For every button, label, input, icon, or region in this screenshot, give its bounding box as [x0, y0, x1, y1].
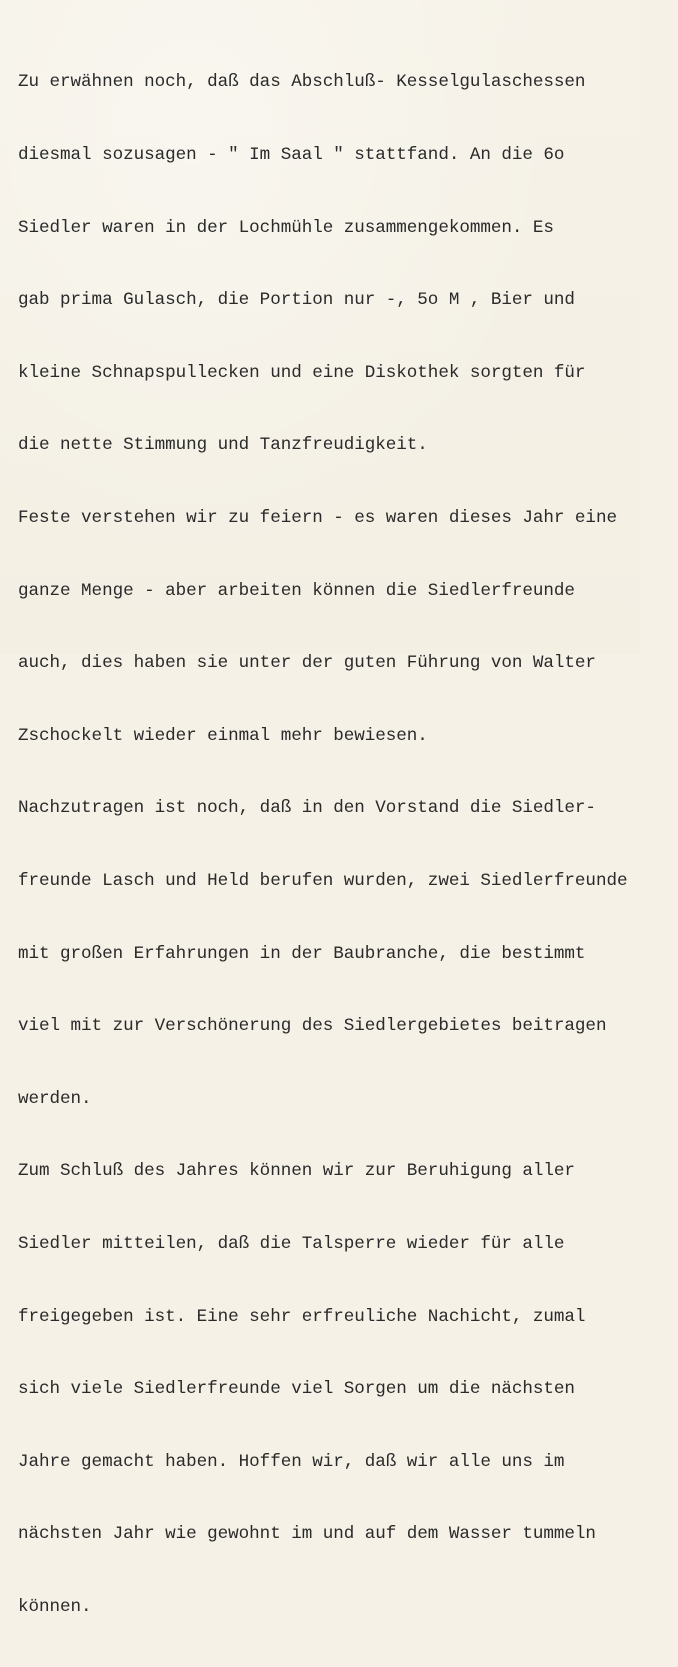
text-line-2: diesmal sozusagen - " Im Saal " stattfand. An die 6o: [18, 145, 565, 165]
text-line-7: Feste verstehen wir zu feiern - es waren dieses Jahr eine: [18, 507, 617, 528]
text-line-3: Siedler waren in der Lochmühle zusammengekommen. Es: [18, 217, 554, 238]
typewritten-text: [18, 22, 678, 1667]
text-line-15: werden.: [18, 1088, 92, 1109]
text-line-5: kleine Schnapspullecken und eine Diskothek sorgten für: [18, 362, 586, 383]
text-line-4: gab prima Gulasch, die Portion nur -, 5o M , Bier und: [18, 290, 575, 311]
text-line-19: sich viele Siedlerfreunde viel Sorgen um die nächsten: [18, 1379, 575, 1400]
text-line-9: auch, dies haben sie unter der guten Führung von Walter: [18, 653, 596, 674]
text-line-14: viel mit zur Verschönerung des Siedlergebietes beitragen: [18, 1016, 607, 1037]
text-line-1: Zu erwähnen noch, daß das Abschluß- Kesselgulaschessen: [18, 72, 586, 93]
text-line-10: Zschockelt wieder einmal mehr bewiesen.: [18, 725, 428, 746]
text-line-6: die nette Stimmung und Tanzfreudigkeit.: [18, 435, 428, 456]
text-line-8: ganze Menge - aber arbeiten können die Siedlerfreunde: [18, 580, 575, 601]
text-line-16: Zum Schluß des Jahres können wir zur Beruhigung aller: [18, 1161, 575, 1182]
text-line-13: mit großen Erfahrungen in der Baubranche, die bestimmt: [18, 943, 586, 964]
text-line-17: Siedler mitteilen, daß die Talsperre wieder für alle: [18, 1233, 565, 1254]
text-line-12: freunde Lasch und Held berufen wurden, zwei Siedlerfreunde: [18, 870, 628, 891]
text-line-18: freigegeben ist. Eine sehr erfreuliche Nachicht, zumal: [18, 1306, 586, 1327]
text-line-22: können.: [18, 1596, 92, 1617]
text-line-11: Nachzutragen ist noch, daß in den Vorstand die Siedler-: [18, 798, 596, 819]
text-line-20: Jahre gemacht haben. Hoffen wir, daß wir alle uns im: [18, 1451, 565, 1472]
text-line-21: nächsten Jahr wie gewohnt im und auf dem Wasser tummeln: [18, 1524, 596, 1545]
